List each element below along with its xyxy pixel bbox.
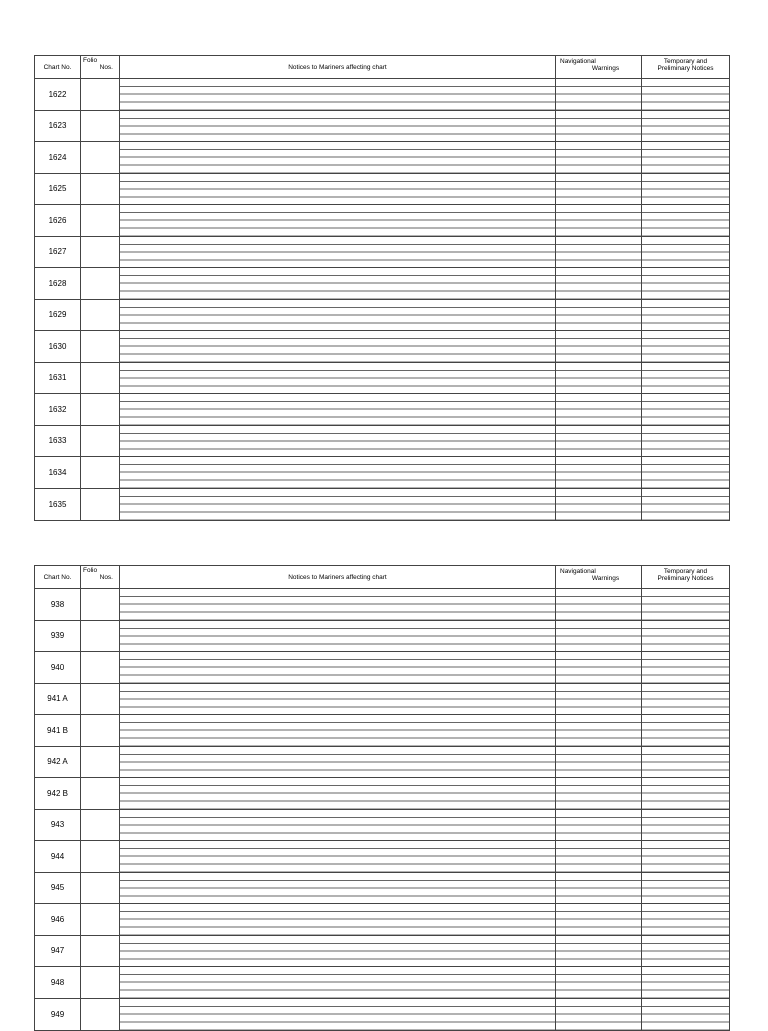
temporary-notices-cell[interactable] xyxy=(642,589,729,620)
chart-number-cell: 949 xyxy=(35,999,81,1031)
chart-number-cell: 1627 xyxy=(35,237,81,268)
chart-number-cell: 943 xyxy=(35,810,81,841)
temporary-notices-cell[interactable] xyxy=(642,747,729,778)
chart-number-cell: 945 xyxy=(35,873,81,904)
header-notices xyxy=(120,56,556,78)
notices-cell[interactable] xyxy=(120,936,556,967)
header-chart-no xyxy=(35,566,81,588)
notices-cell[interactable] xyxy=(120,810,556,841)
header-nav-line2: Warnings xyxy=(591,65,620,72)
nav-warnings-cell[interactable] xyxy=(556,331,642,362)
temporary-notices-cell[interactable] xyxy=(642,621,729,652)
table-row xyxy=(35,111,729,143)
table-row xyxy=(35,331,729,363)
folio-cell[interactable] xyxy=(81,457,120,488)
header-temp-line1: Temporary and xyxy=(663,568,708,575)
table-row xyxy=(35,904,729,936)
header-folio-line1: Folio xyxy=(83,57,98,64)
temporary-notices-cell[interactable] xyxy=(642,394,729,425)
table-row xyxy=(35,174,729,206)
chart-number-cell: 1628 xyxy=(35,268,81,299)
nav-warnings-cell[interactable] xyxy=(556,841,642,872)
nav-warnings-cell[interactable] xyxy=(556,363,642,394)
temporary-notices-cell[interactable] xyxy=(642,363,729,394)
nav-warnings-cell[interactable] xyxy=(556,936,642,967)
notices-cell[interactable] xyxy=(120,111,556,142)
table-row xyxy=(35,237,729,269)
temporary-notices-cell[interactable] xyxy=(642,652,729,683)
chart-table-2 xyxy=(34,565,730,1031)
notices-cell[interactable] xyxy=(120,621,556,652)
header-folio xyxy=(81,56,120,78)
table-row xyxy=(35,457,729,489)
nav-warnings-cell[interactable] xyxy=(556,111,642,142)
nav-warnings-cell[interactable] xyxy=(556,300,642,331)
header-nav-warnings xyxy=(556,566,642,588)
table-row xyxy=(35,621,729,653)
nav-warnings-cell[interactable] xyxy=(556,684,642,715)
header-folio-line2: Nos. xyxy=(99,64,113,71)
header-folio-line1: Folio xyxy=(83,567,98,574)
temporary-notices-cell[interactable] xyxy=(642,79,729,110)
folio-cell[interactable] xyxy=(81,363,120,394)
folio-cell[interactable] xyxy=(81,268,120,299)
nav-warnings-cell[interactable] xyxy=(556,873,642,904)
nav-warnings-cell[interactable] xyxy=(556,394,642,425)
temporary-notices-cell[interactable] xyxy=(642,999,729,1031)
chart-number-cell: 942 A xyxy=(35,747,81,778)
chart-number-cell: 939 xyxy=(35,621,81,652)
temporary-notices-cell[interactable] xyxy=(642,841,729,872)
chart-number-cell: 941 A xyxy=(35,684,81,715)
table-row xyxy=(35,999,729,1031)
header-notices-label: Notices to Mariners affecting chart xyxy=(288,573,387,581)
table-row xyxy=(35,936,729,968)
temporary-notices-cell[interactable] xyxy=(642,205,729,236)
table-row xyxy=(35,79,729,111)
header-chart-no-label: Chart No. xyxy=(43,573,72,581)
table-row xyxy=(35,300,729,332)
notices-cell[interactable] xyxy=(120,873,556,904)
nav-warnings-cell[interactable] xyxy=(556,621,642,652)
notices-cell[interactable] xyxy=(120,363,556,394)
folio-cell[interactable] xyxy=(81,715,120,746)
chart-number-cell: 1624 xyxy=(35,142,81,173)
table-row xyxy=(35,810,729,842)
temporary-notices-cell[interactable] xyxy=(642,237,729,268)
temporary-notices-cell[interactable] xyxy=(642,778,729,809)
nav-warnings-cell[interactable] xyxy=(556,237,642,268)
temporary-notices-cell[interactable] xyxy=(642,142,729,173)
chart-number-cell: 1634 xyxy=(35,457,81,488)
nav-warnings-cell[interactable] xyxy=(556,268,642,299)
chart-number-cell: 1630 xyxy=(35,331,81,362)
chart-number-cell: 942 B xyxy=(35,778,81,809)
chart-number-cell: 940 xyxy=(35,652,81,683)
notices-cell[interactable] xyxy=(120,747,556,778)
notices-cell[interactable] xyxy=(120,300,556,331)
nav-warnings-cell[interactable] xyxy=(556,747,642,778)
folio-cell[interactable] xyxy=(81,684,120,715)
temporary-notices-cell[interactable] xyxy=(642,426,729,457)
header-nav-warnings xyxy=(556,56,642,78)
temporary-notices-cell[interactable] xyxy=(642,684,729,715)
nav-warnings-cell[interactable] xyxy=(556,205,642,236)
folio-cell[interactable] xyxy=(81,331,120,362)
header-folio xyxy=(81,566,120,588)
nav-warnings-cell[interactable] xyxy=(556,778,642,809)
folio-cell[interactable] xyxy=(81,589,120,620)
nav-warnings-cell[interactable] xyxy=(556,142,642,173)
notices-cell[interactable] xyxy=(120,79,556,110)
temporary-notices-cell[interactable] xyxy=(642,936,729,967)
temporary-notices-cell[interactable] xyxy=(642,904,729,935)
temporary-notices-cell[interactable] xyxy=(642,268,729,299)
folio-cell[interactable] xyxy=(81,300,120,331)
header-temporary-notices xyxy=(642,56,729,78)
header-temporary-notices xyxy=(642,566,729,588)
table-row xyxy=(35,715,729,747)
table-row xyxy=(35,268,729,300)
notices-cell[interactable] xyxy=(120,652,556,683)
table-row xyxy=(35,873,729,905)
nav-warnings-cell[interactable] xyxy=(556,589,642,620)
chart-number-cell: 944 xyxy=(35,841,81,872)
header-notices xyxy=(120,566,556,588)
table-row xyxy=(35,967,729,999)
chart-number-cell: 1625 xyxy=(35,174,81,205)
notices-cell[interactable] xyxy=(120,489,556,521)
notices-cell[interactable] xyxy=(120,142,556,173)
table-row xyxy=(35,747,729,779)
header-temp-line2: Preliminary Notices xyxy=(657,575,714,582)
nav-warnings-cell[interactable] xyxy=(556,426,642,457)
folio-cell[interactable] xyxy=(81,237,120,268)
chart-number-cell: 948 xyxy=(35,967,81,998)
chart-number-cell: 946 xyxy=(35,904,81,935)
table-row xyxy=(35,363,729,395)
folio-cell[interactable] xyxy=(81,489,120,521)
header-nav-line2: Warnings xyxy=(591,575,620,582)
folio-cell[interactable] xyxy=(81,142,120,173)
folio-cell[interactable] xyxy=(81,810,120,841)
chart-number-cell: 1633 xyxy=(35,426,81,457)
nav-warnings-cell[interactable] xyxy=(556,79,642,110)
notices-cell[interactable] xyxy=(120,904,556,935)
header-chart-no xyxy=(35,56,81,78)
nav-warnings-cell[interactable] xyxy=(556,810,642,841)
nav-warnings-cell[interactable] xyxy=(556,457,642,488)
notices-cell[interactable] xyxy=(120,684,556,715)
chart-number-cell: 1631 xyxy=(35,363,81,394)
table-row xyxy=(35,205,729,237)
chart-number-cell: 938 xyxy=(35,589,81,620)
folio-cell[interactable] xyxy=(81,174,120,205)
chart-number-cell: 941 B xyxy=(35,715,81,746)
table-row xyxy=(35,841,729,873)
header-folio-line2: Nos. xyxy=(99,574,113,581)
header-temp-line2: Preliminary Notices xyxy=(657,65,714,72)
table-row xyxy=(35,426,729,458)
folio-cell[interactable] xyxy=(81,111,120,142)
chart-number-cell: 1623 xyxy=(35,111,81,142)
folio-cell[interactable] xyxy=(81,394,120,425)
table-row xyxy=(35,589,729,621)
folio-cell[interactable] xyxy=(81,904,120,935)
notices-cell[interactable] xyxy=(120,426,556,457)
notices-cell[interactable] xyxy=(120,268,556,299)
temporary-notices-cell[interactable] xyxy=(642,489,729,521)
nav-warnings-cell[interactable] xyxy=(556,967,642,998)
folio-cell[interactable] xyxy=(81,778,120,809)
table-row xyxy=(35,489,729,521)
notices-cell[interactable] xyxy=(120,967,556,998)
notices-cell[interactable] xyxy=(120,457,556,488)
folio-cell[interactable] xyxy=(81,999,120,1031)
temporary-notices-cell[interactable] xyxy=(642,967,729,998)
table-header xyxy=(35,566,729,589)
header-notices-label: Notices to Mariners affecting chart xyxy=(288,63,387,71)
notices-cell[interactable] xyxy=(120,205,556,236)
folio-cell[interactable] xyxy=(81,873,120,904)
temporary-notices-cell[interactable] xyxy=(642,331,729,362)
notices-cell[interactable] xyxy=(120,778,556,809)
nav-warnings-cell[interactable] xyxy=(556,652,642,683)
notices-cell[interactable] xyxy=(120,841,556,872)
chart-table-1 xyxy=(34,55,730,521)
folio-cell[interactable] xyxy=(81,205,120,236)
table-row xyxy=(35,394,729,426)
chart-number-cell: 1629 xyxy=(35,300,81,331)
folio-cell[interactable] xyxy=(81,747,120,778)
table-body xyxy=(35,79,729,520)
folio-cell[interactable] xyxy=(81,967,120,998)
temporary-notices-cell[interactable] xyxy=(642,300,729,331)
notices-cell[interactable] xyxy=(120,999,556,1031)
chart-number-cell: 947 xyxy=(35,936,81,967)
folio-cell[interactable] xyxy=(81,841,120,872)
header-nav-line1: Navigational xyxy=(560,568,596,575)
chart-number-cell: 1622 xyxy=(35,79,81,110)
folio-cell[interactable] xyxy=(81,652,120,683)
table-row xyxy=(35,652,729,684)
chart-number-cell: 1635 xyxy=(35,489,81,521)
header-temp-line1: Temporary and xyxy=(663,58,708,65)
chart-number-cell: 1626 xyxy=(35,205,81,236)
table-header xyxy=(35,56,729,79)
table-body xyxy=(35,589,729,1030)
temporary-notices-cell[interactable] xyxy=(642,810,729,841)
chart-number-cell: 1632 xyxy=(35,394,81,425)
nav-warnings-cell[interactable] xyxy=(556,174,642,205)
folio-cell[interactable] xyxy=(81,79,120,110)
table-row xyxy=(35,142,729,174)
notices-cell[interactable] xyxy=(120,394,556,425)
notices-cell[interactable] xyxy=(120,237,556,268)
notices-cell[interactable] xyxy=(120,589,556,620)
table-row xyxy=(35,684,729,716)
notices-cell[interactable] xyxy=(120,715,556,746)
header-chart-no-label: Chart No. xyxy=(43,63,72,71)
temporary-notices-cell[interactable] xyxy=(642,873,729,904)
nav-warnings-cell[interactable] xyxy=(556,715,642,746)
header-nav-line1: Navigational xyxy=(560,58,596,65)
nav-warnings-cell[interactable] xyxy=(556,904,642,935)
folio-cell[interactable] xyxy=(81,621,120,652)
table-row xyxy=(35,778,729,810)
temporary-notices-cell[interactable] xyxy=(642,174,729,205)
temporary-notices-cell[interactable] xyxy=(642,457,729,488)
folio-cell[interactable] xyxy=(81,426,120,457)
notices-cell[interactable] xyxy=(120,331,556,362)
notices-cell[interactable] xyxy=(120,174,556,205)
temporary-notices-cell[interactable] xyxy=(642,715,729,746)
folio-cell[interactable] xyxy=(81,936,120,967)
nav-warnings-cell[interactable] xyxy=(556,999,642,1031)
nav-warnings-cell[interactable] xyxy=(556,489,642,521)
temporary-notices-cell[interactable] xyxy=(642,111,729,142)
